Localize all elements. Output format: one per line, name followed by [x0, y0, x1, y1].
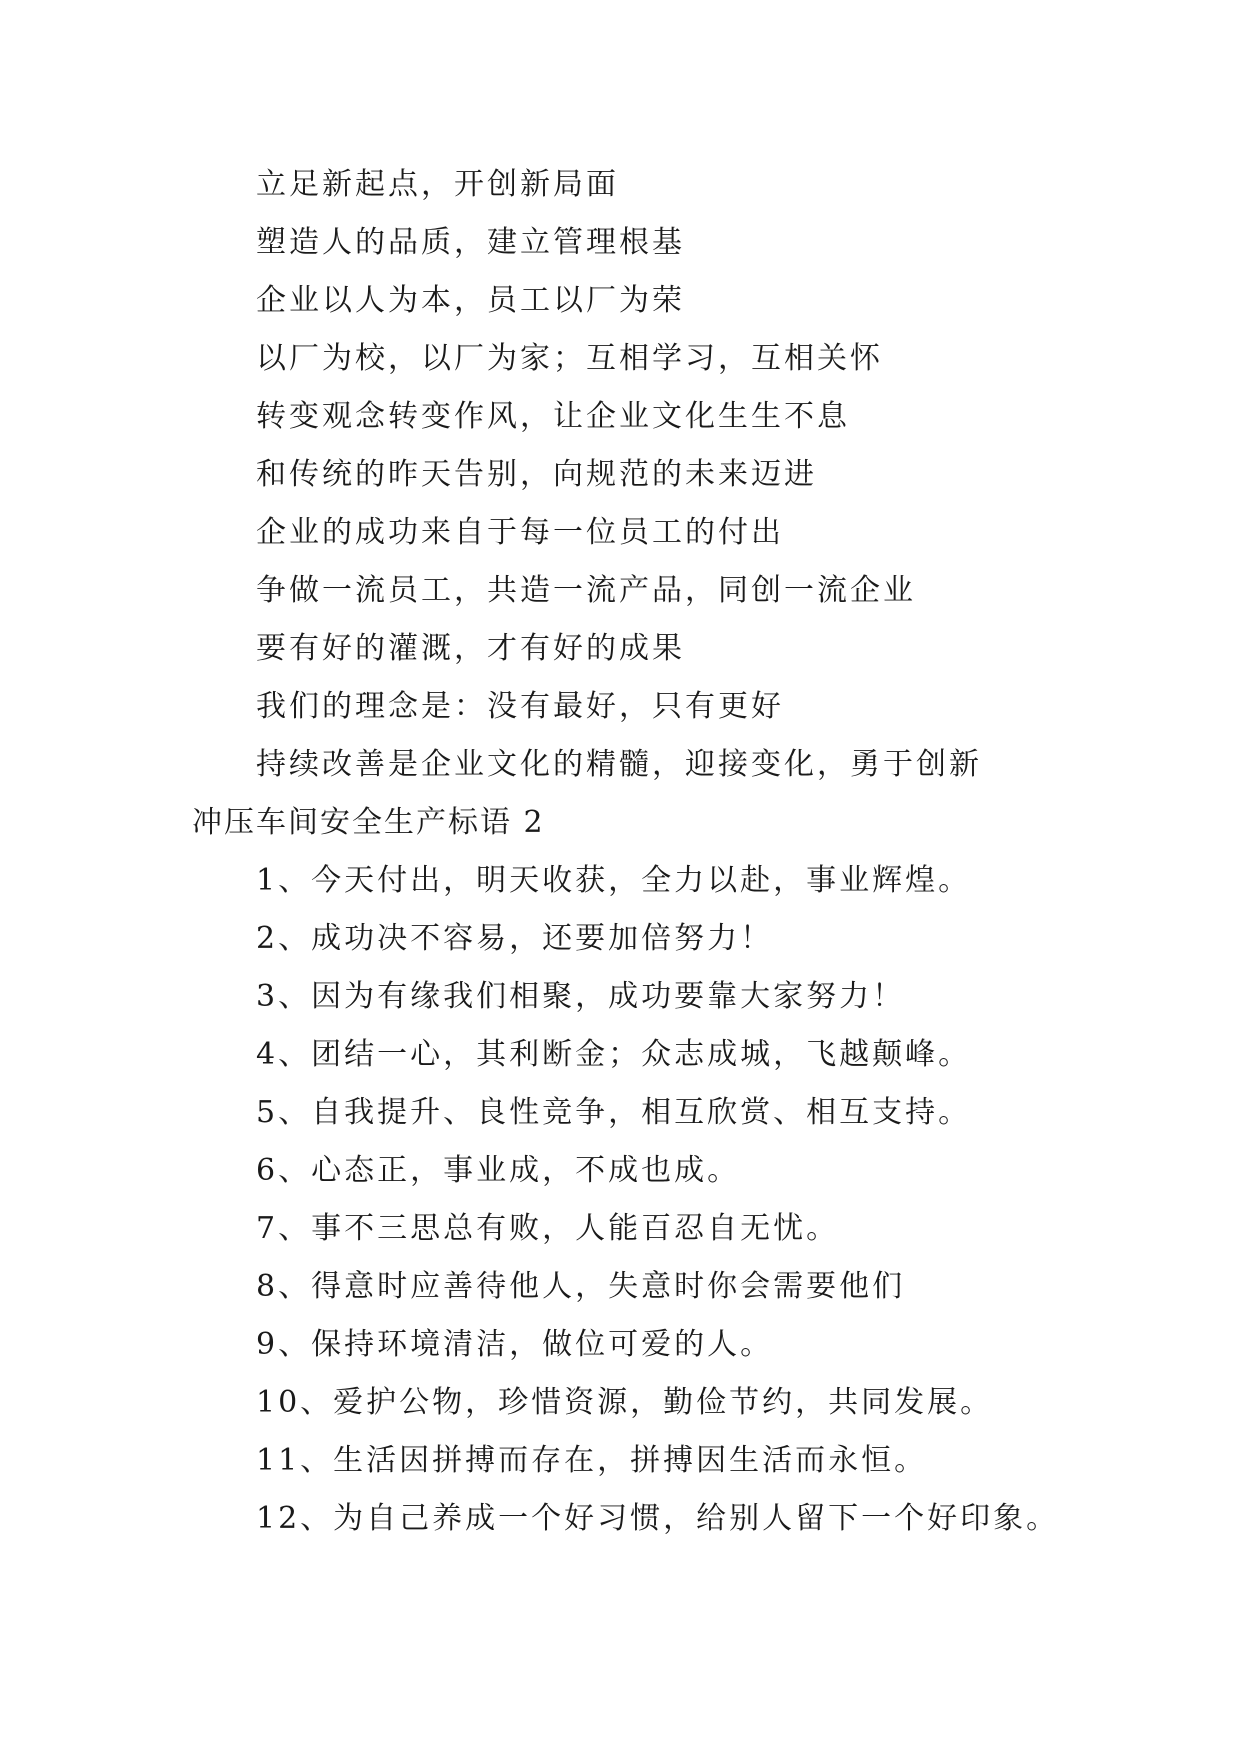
slogan-line: 争做一流员工，共造一流产品，同创一流企业: [256, 573, 916, 608]
slogan-line: 立足新起点，开创新局面: [256, 167, 619, 202]
slogan-line: 转变观念转变作风，让企业文化生生不息: [256, 399, 850, 434]
numbered-item: 8、得意时应善待他人，失意时你会需要他们: [256, 1269, 906, 1304]
numbered-item: 4、团结一心，其利断金；众志成城，飞越颠峰。: [256, 1037, 972, 1072]
section-title: 冲压车间安全生产标语 2: [192, 805, 545, 840]
slogan-line: 我们的理念是：没有最好，只有更好: [256, 689, 784, 724]
numbered-item: 12、为自己养成一个好习惯，给别人留下一个好印象。: [256, 1501, 1060, 1536]
numbered-item: 3、因为有缘我们相聚，成功要靠大家努力！: [256, 979, 906, 1014]
slogan-line: 企业以人为本，员工以厂为荣: [256, 283, 685, 318]
numbered-item: 11、生活因拼搏而存在，拼搏因生活而永恒。: [256, 1443, 928, 1478]
slogan-line: 要有好的灌溉，才有好的成果: [256, 631, 685, 666]
numbered-item: 1、今天付出，明天收获，全力以赴，事业辉煌。: [256, 863, 972, 898]
slogan-line: 以厂为校，以厂为家；互相学习，互相关怀: [256, 341, 883, 376]
numbered-item: 10、爱护公物，珍惜资源，勤俭节约，共同发展。: [256, 1385, 994, 1420]
slogan-line: 塑造人的品质，建立管理根基: [256, 225, 685, 260]
numbered-item: 7、事不三思总有败，人能百忍自无忧。: [256, 1211, 840, 1246]
numbered-item: 6、心态正，事业成，不成也成。: [256, 1153, 741, 1188]
numbered-item: 5、自我提升、良性竞争，相互欣赏、相互支持。: [256, 1095, 972, 1130]
numbered-item: 9、保持环境清洁，做位可爱的人。: [256, 1327, 774, 1362]
numbered-item: 2、成功决不容易，还要加倍努力！: [256, 921, 774, 956]
slogan-line: 持续改善是企业文化的精髓，迎接变化，勇于创新: [256, 747, 982, 782]
slogan-line: 和传统的昨天告别，向规范的未来迈进: [256, 457, 817, 492]
slogan-line: 企业的成功来自于每一位员工的付出: [256, 515, 784, 550]
